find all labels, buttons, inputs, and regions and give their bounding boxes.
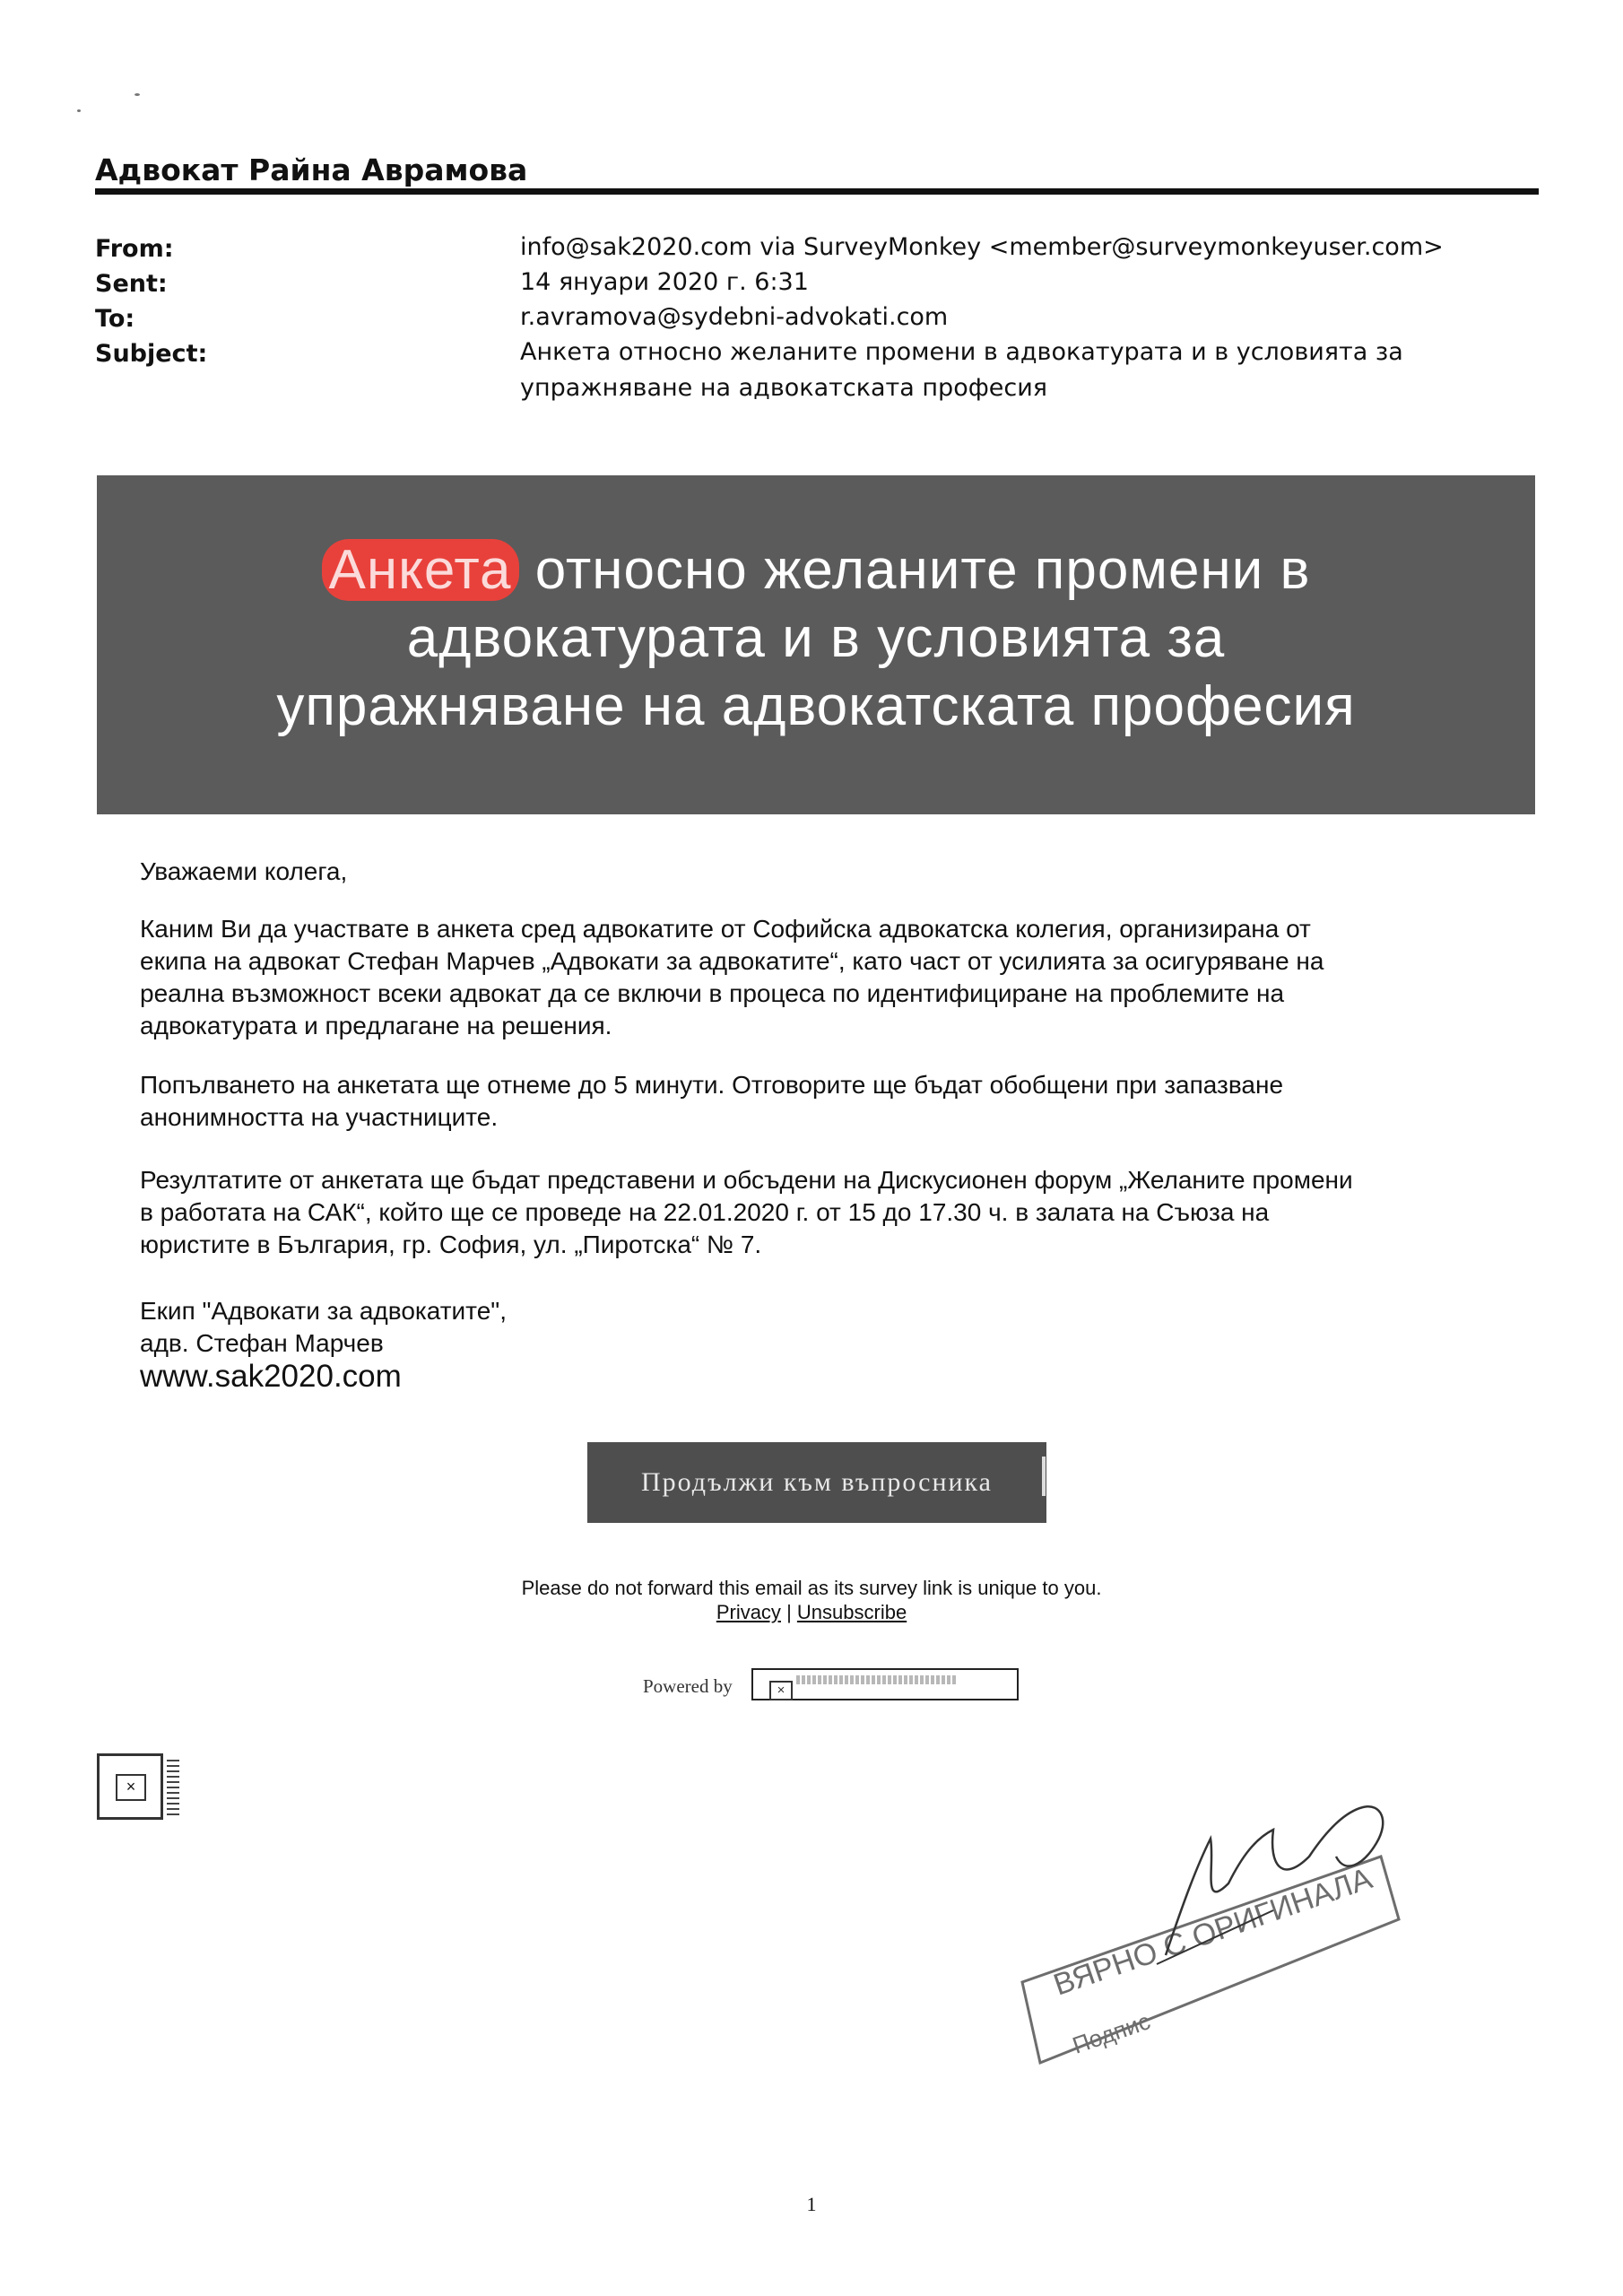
page-number: 1 [806, 2193, 817, 2215]
paragraph-line: адвокатурата и предлагане на решения. [140, 1012, 612, 1039]
sent-label: Sent: [95, 270, 168, 298]
paragraph-line: в работата на САК“, който ще се проведе на 22.01.2020 г. от 15 до 17.30 ч. в залата на Съюза на [140, 1198, 1270, 1226]
highlighted-word: Анкета [322, 539, 519, 601]
signature [140, 1295, 1467, 1360]
to-value: r.avramova@sydebni-advokati.com [520, 303, 949, 331]
scan-ruler-marks [167, 1758, 179, 1815]
survey-banner [97, 475, 1535, 814]
footer-links [0, 1601, 1623, 1624]
banner-line: упражняване на адвокатската професия [276, 675, 1356, 737]
forward-notice: Please do not forward this email as its survey link is unique to you. [521, 1577, 1102, 1599]
banner-line [97, 536, 1535, 604]
powered-by-logo-placeholder[interactable] [751, 1668, 1019, 1700]
banner-text: относно желаните промени в [518, 539, 1311, 601]
privacy-link[interactable]: Privacy [716, 1601, 781, 1623]
paragraph-duration [140, 1069, 1467, 1134]
unsubscribe-link[interactable]: Unsubscribe [796, 1601, 907, 1623]
broken-image-icon: × [769, 1681, 793, 1700]
greeting: Уважаеми колега, [140, 857, 348, 885]
stamp-text: ВЯРНО С ОРИГИНАЛА [1049, 1861, 1376, 2003]
paragraph-line: анонимността на участниците. [140, 1103, 499, 1131]
from-label: From: [95, 235, 174, 263]
signature-line: Екип "Адвокати за адвокатите", [140, 1297, 507, 1325]
link-separator: | [786, 1601, 792, 1623]
to-label: To: [95, 305, 135, 333]
paragraph-line: Каним Ви да участвате в анкета сред адвокатите от Софийска адвокатска колегия, организирана от [140, 915, 1311, 943]
subject-line: упражняване на адвокатската професия [520, 374, 1048, 402]
website-link[interactable]: www.sak2020.com [140, 1359, 402, 1394]
paragraph-invitation [140, 913, 1467, 1042]
header-divider [95, 188, 1539, 195]
from-value: info@sak2020.com via SurveyMonkey <member@surveymonkeyuser.com> [520, 233, 1444, 261]
banner-line: адвокатурата и в условията за [406, 607, 1226, 669]
stamp-text: Подпис [1069, 2007, 1154, 2059]
button-edge [1042, 1457, 1046, 1496]
paragraph-line: Попълването на анкетата ще отнеме до 5 минути. Отговорите ще бъдат обобщени при запазване [140, 1071, 1284, 1099]
scan-speck [135, 93, 140, 96]
placeholder-text-lines [796, 1675, 958, 1684]
paragraph-line: юристите в България, гр. София, ул. „Пиротска“ № 7. [140, 1231, 762, 1258]
subject-line: Анкета относно желаните промени в адвокатурата и в условията за [520, 338, 1403, 366]
continue-to-survey-button[interactable]: Продължи към въпросника [587, 1442, 1046, 1523]
subject-label: Subject: [95, 340, 208, 368]
broken-image-placeholder [97, 1753, 163, 1820]
paragraph-line: екипа на адвокат Стефан Марчев „Адвокати за адвокатите“, като част от усилията за осигуряване на [140, 947, 1324, 975]
sender-name: Адвокат Райна Аврамова [95, 152, 528, 187]
sent-value: 14 януари 2020 г. 6:31 [520, 268, 809, 296]
signature-line: адв. Стефан Марчев [140, 1329, 384, 1357]
paragraph-line: реална възможност всеки адвокат да се включи в процеса по идентифициране на проблемите на [140, 979, 1285, 1007]
subject-value [520, 335, 1533, 406]
certification-stamp [1004, 1803, 1417, 2126]
powered-by-label: Powered by [643, 1675, 733, 1697]
paragraph-results [140, 1164, 1467, 1261]
broken-image-icon: × [116, 1774, 146, 1801]
paragraph-line: Резултатите от анкетата ще бъдат представени и обсъдени на Дискусионен форум „Желаните промени [140, 1166, 1353, 1194]
scan-speck [77, 109, 81, 112]
